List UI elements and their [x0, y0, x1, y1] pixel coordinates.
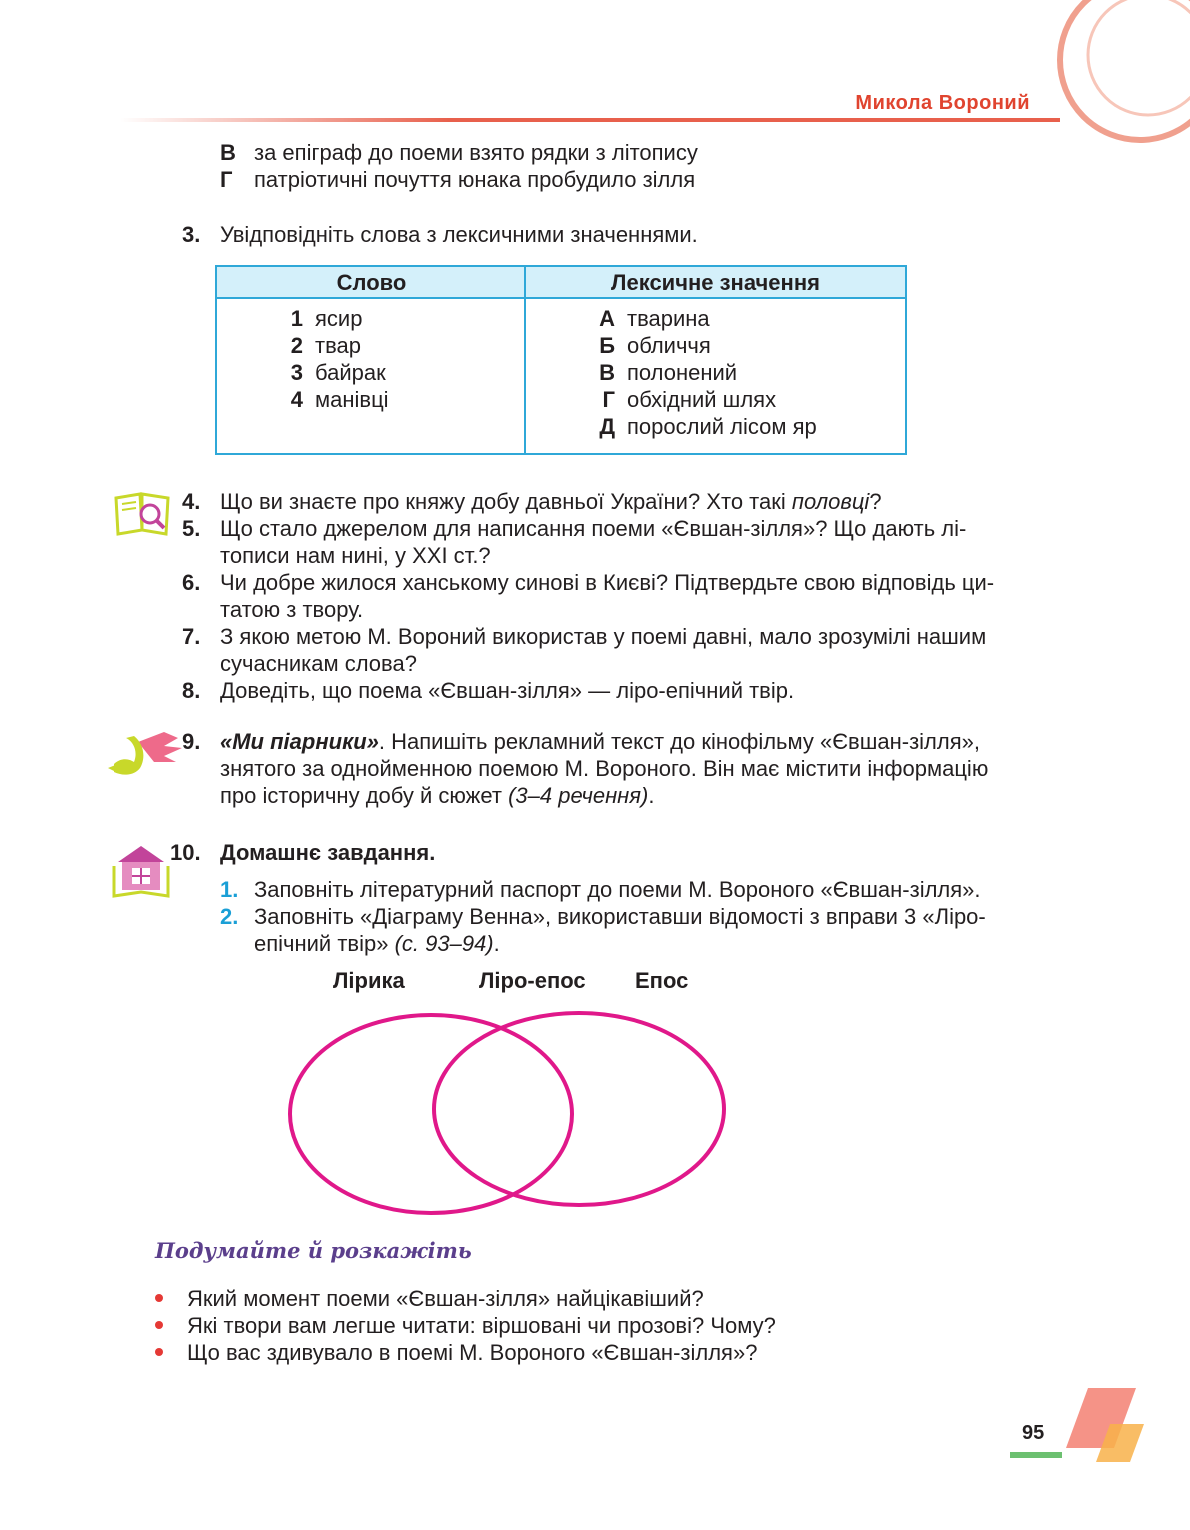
option-text: за епіграф до поеми взято рядки з літопису: [254, 140, 698, 165]
header-circles-decoration: [1030, 0, 1190, 160]
option-letter: Г: [220, 167, 233, 192]
task-10: 10. Домашнє завдання.: [170, 840, 436, 865]
option-v: [220, 139, 698, 166]
venn-label-lyro-epic: Ліро-епос: [479, 968, 586, 993]
think-bullet: Який момент поеми «Євшан-зілля» найцікавіший?: [187, 1286, 704, 1311]
table-column-divider: [524, 267, 526, 453]
question-7: 7. З якою метою М. Вороний використав у поемі давні, мало зрозумілі нашим сучасникам слова?: [182, 624, 987, 676]
book-magnifier-icon: [112, 490, 174, 538]
option-text: патріотичні почуття юнака пробудило зілля: [254, 167, 696, 192]
table-header-meaning: Лексичне значення: [526, 267, 905, 299]
table-header-word: Слово: [217, 267, 526, 299]
matching-table: Слово Лексичне значення 1 ясир 2 твар 3 байрак 4 манівці А тварина Б обличчя В полонений Г обхідний шлях Д порослий лісом яр: [215, 265, 907, 455]
venn-circle-right: [434, 1013, 724, 1205]
question-6: 6. Чи добре жилося ханському синові в Києві? Підтвердьте свою відповідь ци- татою з твору.: [182, 570, 995, 622]
task-10-item-2: 2. Заповніть «Діаграму Венна», використавши відомості з вправи 3 «Ліро- епічний твір» (с. 93–94).: [220, 904, 986, 956]
bullet-dot: [155, 1348, 163, 1356]
bullet-dot: [155, 1294, 163, 1302]
option-letter: В: [220, 140, 236, 165]
venn-diagram: [280, 1005, 740, 1225]
task-9: 9. «Ми піарники». Напишіть рекламний текст до кінофільму «Євшан-зілля», знятого за однойменною поемою М. Вороного. Він має містити інформацію про історичну добу й сюжет (3–4 речення).: [182, 729, 989, 808]
page-number: 95: [1022, 1422, 1045, 1444]
think-bullet: Що вас здивувало в поемі М. Вороного «Євшан-зілля»?: [187, 1340, 758, 1365]
option-g: [220, 166, 695, 193]
task-number: 3.: [182, 222, 201, 247]
venn-circle-left: [290, 1015, 572, 1213]
think-bullet: Які твори вам легше читати: віршовані чи прозові? Чому?: [187, 1313, 776, 1338]
house-book-icon: [110, 842, 172, 900]
think-section-title: Подумайте й розкажіть: [155, 1238, 472, 1263]
header-rule: [120, 118, 1060, 122]
task-10-item-1: 1. Заповніть літературний паспорт до поеми М. Вороного «Євшан-зілля».: [220, 877, 981, 902]
running-header-author: Микола Вороний: [855, 92, 1030, 114]
pegasus-icon: [104, 728, 184, 780]
question-8: 8. Доведіть, що поема «Євшан-зілля» — ліро-епічний твір.: [182, 678, 795, 703]
bullet-dot: [155, 1321, 163, 1329]
question-5: 5. Що стало джерелом для написання поеми «Євшан-зілля»? Що дають лі- тописи нам нині, у XXI ст.?: [182, 516, 967, 568]
question-4: 4. Що ви знаєте про княжу добу давньої України? Хто такі половці?: [182, 489, 882, 514]
venn-label-lyrics: Лірика: [333, 968, 405, 993]
task-text: Увідповідніть слова з лексичними значеннями.: [220, 222, 698, 247]
venn-label-epic: Епос: [635, 968, 689, 993]
task-3: [182, 221, 698, 248]
